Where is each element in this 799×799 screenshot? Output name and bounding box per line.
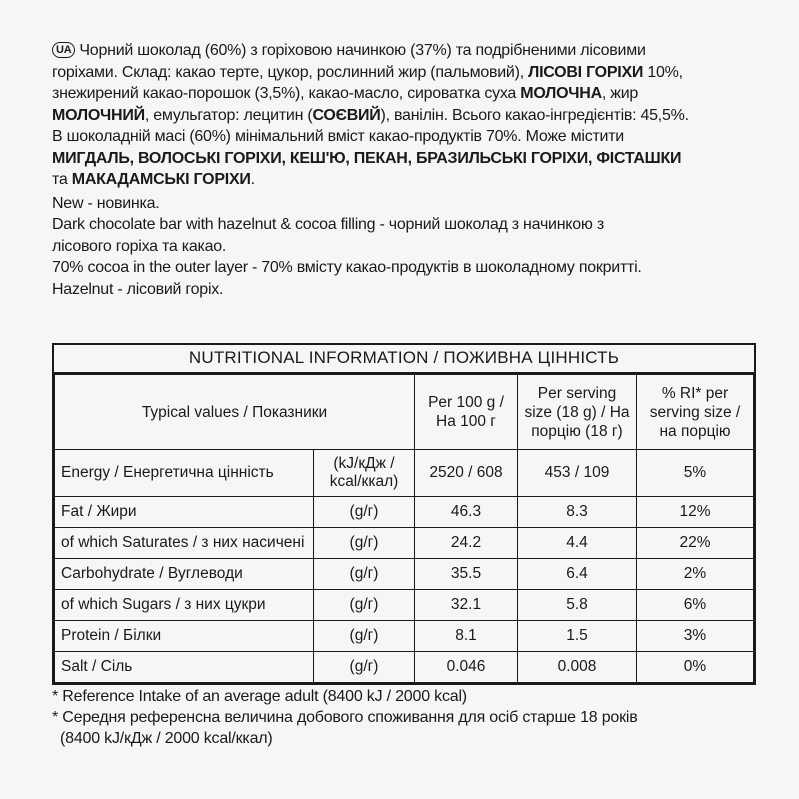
nutrient-unit: (g/г) [314,559,415,590]
nutrient-name: of which Sugars / з них цукри [55,590,314,621]
value-per-100g: 8.1 [415,621,518,652]
value-per-serving: 0.008 [518,652,637,683]
table-row [55,590,754,621]
allergen-milk: МОЛОЧНА [520,85,602,102]
allergen-nuts-list: МИГДАЛЬ, ВОЛОСЬКІ ГОРІХИ, КЕШ'Ю, ПЕКАН, БРАЗИЛЬСЬКІ ГОРІХИ, ФІСТАШКИ [52,149,682,167]
nutrient-unit: (kJ/кДж / kcal/ккал) [314,450,415,497]
table-row [55,497,754,528]
translation-line: New - новинка. [52,194,160,212]
value-ri: 22% [637,528,754,559]
value-per-serving: 5.8 [518,590,637,621]
nutrition-grid [54,374,754,683]
footnote-reference-intake-en: * Reference Intake of an average adult (8400 kJ / 2000 kcal) [52,688,467,705]
nutrient-unit: (g/г) [314,590,415,621]
footnote-reference-intake-ua: * Середня референсна величина добового споживання для осіб старше 18 років [52,709,638,726]
footnote-reference-intake-ua-values: (8400 kJ/кДж / 2000 kcal/ккал) [60,730,273,747]
nutrient-unit: (g/г) [314,528,415,559]
value-per-serving: 1.5 [518,621,637,652]
ingredients-line-5: В шоколадній масі (60%) мінімальний вміст какао-продуктів 70%. Може містити [52,128,624,145]
table-row [55,450,754,497]
ingredients-line-2: горіхами. Склад: какао терте, цукор, рослинний жир (пальмовий), ЛІСОВІ ГОРІХИ 10%, [52,63,683,81]
translations-block [52,193,762,301]
translation-line: Hazelnut - лісовий горіх. [52,280,224,298]
table-row [55,621,754,652]
value-per-serving: 6.4 [518,559,637,590]
value-per-100g: 2520 / 608 [415,450,518,497]
nutrient-name: of which Saturates / з них насичені [55,528,314,559]
value-per-serving: 453 / 109 [518,450,637,497]
ingredients-block [52,40,762,300]
nutrient-name: Fat / Жири [55,497,314,528]
nutrient-unit: (g/г) [314,652,415,683]
table-row [55,559,754,590]
ingredients-line-7: та МАКАДАМСЬКІ ГОРІХИ. [52,171,255,188]
nutrient-unit: (g/г) [314,497,415,528]
value-per-100g: 35.5 [415,559,518,590]
nutrition-table-title: NUTRITIONAL INFORMATION / ПОЖИВНА ЦІННІСТЬ [54,345,754,374]
nutrient-name: Energy / Енергетична цінність [55,450,314,497]
value-ri: 6% [637,590,754,621]
allergen-soy: СОЄВИЙ [312,106,381,124]
translation-line: лісового горіха та какао. [52,237,227,255]
ua-language-badge: UA [52,42,75,58]
value-per-100g: 24.2 [415,528,518,559]
translation-line: Dark chocolate bar with hazelnut & cocoa filling - чорний шоколад з начинкою з [52,216,604,233]
value-ri: 3% [637,621,754,652]
value-per-serving: 8.3 [518,497,637,528]
nutrition-table [52,343,756,685]
footnotes [52,686,772,749]
value-per-serving: 4.4 [518,528,637,559]
value-per-100g: 46.3 [415,497,518,528]
nutrient-name: Salt / Сіль [55,652,314,683]
value-ri: 12% [637,497,754,528]
translation-line: 70% cocoa in the outer layer - 70% вмісту какао-продуктів в шоколадному покритті. [52,259,642,276]
nutrient-name: Carbohydrate / Вуглеводи [55,559,314,590]
allergen-milk-2: МОЛОЧНИЙ [52,106,145,124]
header-per-100g: Per 100 g / На 100 г [415,375,518,450]
header-ri: % RI* per serving size / на порцію [637,375,754,450]
table-row [55,528,754,559]
nutrient-name: Protein / Білки [55,621,314,652]
value-ri: 0% [637,652,754,683]
nutrition-header-row [55,375,754,450]
header-per-serving: Per serving size (18 g) / На порцію (18 г) [518,375,637,450]
value-per-100g: 32.1 [415,590,518,621]
value-ri: 5% [637,450,754,497]
allergen-hazelnuts: ЛІСОВІ ГОРІХИ [528,63,644,81]
ingredients-line-1: UA Чорний шоколад (60%) з горіховою начинкою (37%) та подрібненими лісовими [52,40,762,62]
ingredients-line-4: МОЛОЧНИЙ, емульгатор: лецитин (СОЄВИЙ), ванілін. Всього какао-інгредієнтів: 45,5%. [52,106,689,124]
header-typical-values: Typical values / Показники [55,375,415,450]
value-ri: 2% [637,559,754,590]
allergen-macadamia: МАКАДАМСЬКІ ГОРІХИ [71,171,251,188]
table-row [55,652,754,683]
nutrient-unit: (g/г) [314,621,415,652]
value-per-100g: 0.046 [415,652,518,683]
ingredients-line-3: знежирений какао-порошок (3,5%), какао-масло, сироватка суха МОЛОЧНА, жир [52,85,639,102]
